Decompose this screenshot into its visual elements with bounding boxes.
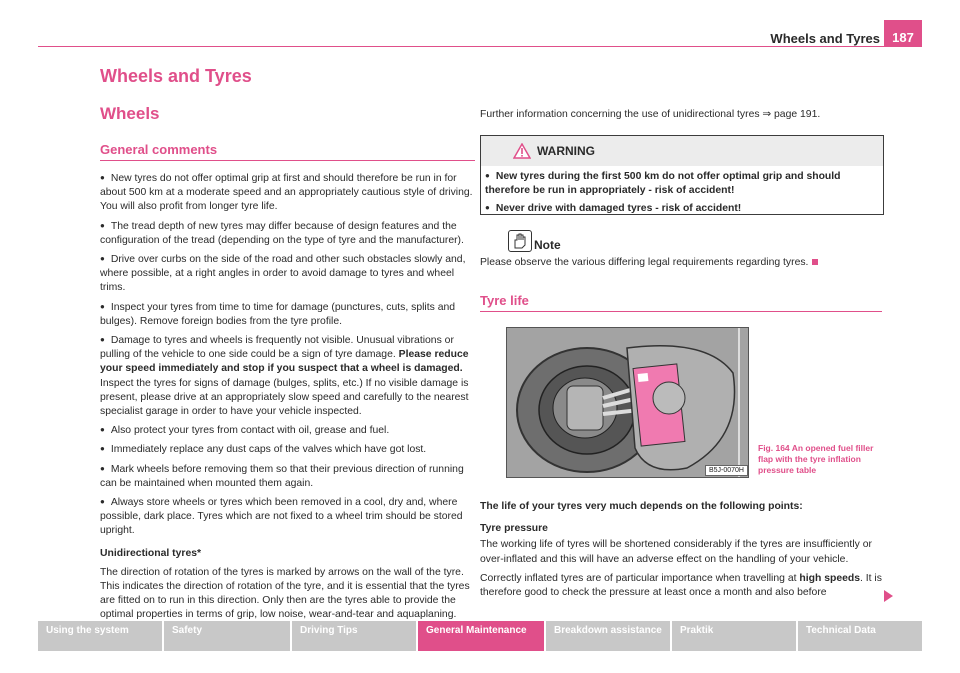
heading-rule (480, 311, 882, 312)
fuel-flap-illustration (507, 328, 748, 477)
general-comments-heading-block (100, 142, 475, 161)
pressure-text: The working life of tyres will be shortened considerably if the tyres are insufficiently or over-inflated and this will have an adverse effect on the handling of your vehicle. (480, 539, 872, 565)
list-item: ● Also protect your tyres from contact with oil, grease and fuel. (100, 424, 476, 438)
header-rule (38, 46, 922, 47)
left-column (100, 172, 476, 628)
damage-text-bold: Please reduce your speed immediately and stop if you suspect that a wheel is damaged. (100, 349, 469, 375)
list-item: ● Inspect your tyres from time to time for damage (punctures, cuts, splits and bulges). Remove foreign bodies from the tyre profile. (100, 301, 476, 329)
figure-code: B5J-0070H (705, 465, 748, 476)
running-header-title: Wheels and Tyres (770, 31, 880, 46)
list-item: ● Immediately replace any dust caps of the valves which have got lost. (100, 443, 476, 457)
warning-body (485, 170, 879, 220)
warning-box (480, 135, 884, 215)
list-item: ● New tyres do not offer optimal grip at first and should therefore be run in for about 500 km at a moderate speed and an appropriately cautious style of driving. You will also profit from longer tyre life. (100, 172, 476, 215)
heading-rule (100, 160, 475, 161)
chapter-title: Wheels and Tyres (100, 66, 252, 86)
figure-caption: Fig. 164 An opened fuel filler flap with the tyre inflation pressure table (758, 443, 874, 475)
footer-tab-praktik[interactable]: Praktik (672, 621, 796, 651)
correct-inflation-text (480, 572, 882, 600)
damage-text-start: Damage to tyres and wheels is frequently not visible. Unusual vibrations or pulling of the vehicle to one side could be a sign of tyre damage. (100, 335, 454, 361)
warning-triangle-icon (513, 143, 531, 164)
unidirectional-heading: Unidirectional tyres* (100, 547, 202, 559)
section-title: Wheels (100, 104, 160, 123)
footer-tab-breakdown-assistance[interactable]: Breakdown assistance (546, 621, 670, 651)
tyre-life-heading: Tyre life (480, 293, 529, 308)
general-comments-heading: General comments (100, 142, 218, 157)
note-text-block (480, 256, 882, 270)
pressure-heading: Tyre pressure (480, 523, 548, 535)
damage-text-end: Inspect the tyres for signs of damage (bulges, splits, etc.) If no visible damage is present, please drive at an appropriately slow speed and carefully to the nearest specialist garage in order to have your vehicle inspected. (100, 377, 469, 418)
list-item: ● Always store wheels or tyres which been removed in a cool, dry and, where possible, dark place. Tyres which are not fixed to a wheel trim should be stored upright. (100, 496, 476, 539)
warning-title: WARNING (537, 144, 595, 158)
section-end-marker (812, 259, 818, 265)
list-item: ● Drive over curbs on the side of the road and other such obstacles slowly and, where possible, at a right angles in order to avoid damage to tyres and wheel trims. (100, 253, 476, 296)
further-info: Further information concerning the use of unidirectional tyres ⇒ page 191. (480, 109, 821, 120)
footer-tab-general-maintenance[interactable]: General Maintenance (418, 621, 544, 651)
warning-item: ● Never drive with damaged tyres - risk of accident! (485, 202, 879, 216)
note-text: Please observe the various differing legal requirements regarding tyres. (480, 257, 809, 268)
correct-text-start: Correctly inflated tyres are of particular importance when travelling at (480, 572, 800, 584)
footer-tab-driving-tips[interactable]: Driving Tips (292, 621, 416, 651)
note-hand-icon (508, 230, 532, 252)
unidirectional-text: The direction of rotation of the tyres is marked by arrows on the wall of the tyre. This indicates the direction of rotation of the tyre, and it is essential that the tyres are fitted on to run in this direction. Only then are the tyres able to provide the optimal properties in terms of grip, low noise, wear-and-tear and aquaplaning. (100, 566, 470, 621)
footer-tab-using-the-system[interactable]: Using the system (38, 621, 162, 651)
correct-text-bold: high speeds (799, 572, 860, 584)
warning-item: ● New tyres during the first 500 km do not offer optimal grip and should therefore be run in appropriately - risk of accident! (485, 170, 879, 198)
right-column-text (480, 500, 882, 605)
tyre-life-heading-block (480, 293, 882, 312)
note-title: Note (534, 238, 561, 252)
fuel-flap-figure (506, 327, 749, 478)
list-item: ● Mark wheels before removing them so that their previous direction of running can be maintained when mounted them again. (100, 463, 476, 491)
list-item-damage (100, 334, 476, 419)
footer-tab-safety[interactable]: Safety (164, 621, 290, 651)
page-number: 187 (884, 20, 922, 47)
list-item: ● The tread depth of new tyres may differ because of design features and the configuration of the tread (depending on the type of tyre and the manufacturer). (100, 220, 476, 248)
next-page-arrow-icon[interactable] (884, 590, 893, 602)
footer-tab-technical-data[interactable]: Technical Data (798, 621, 922, 651)
correct-text-end: . It is therefore good to check the pressure at least once a month and also before (480, 572, 882, 599)
life-intro: The life of your tyres very much depends on the following points: (480, 501, 803, 512)
warning-header (481, 136, 883, 166)
